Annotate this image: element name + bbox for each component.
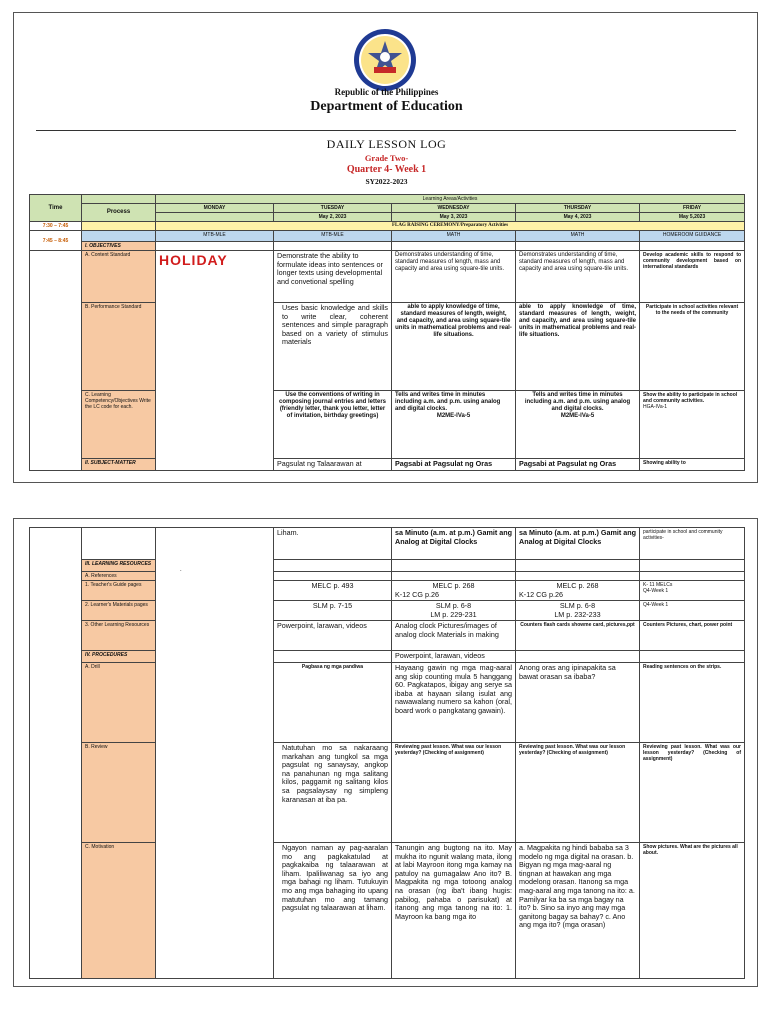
subject-wednesday: MATH	[392, 231, 516, 242]
learning-resources-mark: .	[180, 567, 182, 573]
motivation-fri: Show pictures. What are the pictures all about.	[640, 842, 745, 978]
learners-materials-thu-1: SLM p. 6-8	[559, 601, 596, 611]
teachers-guide-thu-2: K-12 CG p.26	[519, 589, 563, 599]
subject-matter-tue: Pagsulat ng Talaarawan at	[274, 459, 392, 471]
page-1	[13, 12, 758, 483]
teachers-guide-fri	[640, 581, 745, 601]
competency-thu	[516, 391, 640, 459]
content-standard-label: A. Content Standard	[82, 251, 156, 303]
procedures-wed: Powerpoint, larawan, videos	[392, 651, 516, 663]
republic-line: Republic of the Philippines	[334, 87, 439, 97]
drill-tue: Pagbasa ng mga pandiwa	[274, 662, 392, 742]
time-slot-1: 7:30 – 7:45	[30, 222, 82, 231]
learners-materials-label: 2. Learner's Materials pages	[82, 601, 156, 621]
motivation-wed: Tanungin ang bugtong na ito. May mukha ito ngunit walang mata, ilong at labi Mayroon itong mga kamay na patuloy na gumagalaw Ano ito? B. Magpakita ng mga totoong analog na orasan (ng iba't ibang hugis: pabilog, pahaba o parisukat) at itanong ang mga tanong na ito: 1. Mayroon ka bang mga ito	[392, 842, 516, 978]
objectives-label: I. OBJECTIVES	[82, 242, 156, 251]
content-standard-fri: Develop academic skills to respond to community development based on international standards	[640, 251, 745, 303]
learners-materials-wed-2: LM p. 229-231	[430, 609, 477, 619]
competency-wed-text: Tells and writes time in minutes including a.m. and p.m. using analog and digital clocks.	[395, 392, 501, 412]
monday-holiday-cell	[156, 251, 274, 471]
school-year: SY2022-2023	[365, 177, 408, 186]
other-resources-label: 3. Other Learning Resources	[82, 621, 156, 651]
review-tue: Natutuhan mo sa nakaraang markahan ang tungkol sa mga pagsulat ng sanaysay, angkop na panahunan ng mga salitang kilos, paggamit ng salitang kilos sa pagsalaysay ng simpleng karanasan at iba pa.	[274, 742, 392, 842]
learning-resources-label: III. LEARNING RESOURCES	[82, 560, 156, 572]
subject-friday: HOMEROOM GUIDANCE	[640, 231, 745, 242]
performance-standard-thu: able to apply knowledge of time, standard measures of length, weight, and capacity, and area using square-tile units in mathematical problems and real-life situations.	[516, 303, 640, 391]
lesson-log-table-2	[29, 527, 745, 979]
subject-matter-fri: Showing ability to	[640, 459, 745, 471]
other-resources-fri: Counters Pictures, chart, power point	[640, 621, 745, 651]
header-divider	[36, 130, 736, 131]
competency-fri	[640, 391, 745, 459]
learning-areas-header: Learning Areas/Activities	[156, 195, 745, 204]
performance-standard-tue: Uses basic knowledge and skills to write clear, coherent sentences and simple paragraph based on a variety of stimulus materials	[274, 303, 392, 391]
subject-cont-tue: Liham.	[274, 528, 392, 560]
drill-wed: Hayaang gawin ng mga mag-aaral ang skip counting mula 5 hanggang 60. Pagkatapos, ibigay ang serye sa ibaba at hayaan silang isulat ang nawawalang numero sa kahon (oral, board work o pangkatang gawain).	[392, 662, 516, 742]
competency-tue: Use the conventions of writing in composing journal entries and letters (friendly letter, thank you letter, letter of invitation, birthday greetings)	[274, 391, 392, 459]
day-monday: MONDAY	[156, 204, 274, 213]
competency-label: C. Learning Competency/Objectives Write the LC code for each.	[82, 391, 156, 459]
date-wednesday: May 3, 2023	[392, 213, 516, 222]
time-header: Time	[30, 195, 82, 222]
other-resources-tue: Powerpoint, larawan, videos	[274, 621, 392, 651]
other-resources-thu: Counters flash cards showme card, pictures,ppt	[516, 621, 640, 651]
subject-matter-label: II. SUBJECT-MATTER	[82, 459, 156, 471]
drill-thu: Anong oras ang ipinapakita sa bawat orasan sa ibaba?	[516, 662, 640, 742]
motivation-tue: Ngayon naman ay pag-aaralan mo ang pagkakatulad at pagkakaiba ng talaarawan at liham. Ipaliliwanag sa iyo ang mga bahagi ng liham. Tutukuyin mo ang mga bahaging ito upang matutuhan mo ang tamang pagsulat ng talaarawan at liham.	[274, 842, 392, 978]
motivation-label: C. Motivation	[82, 842, 156, 978]
holiday-label: HOLIDAY	[159, 252, 228, 268]
review-label: B. Review	[82, 742, 156, 842]
teachers-guide-fri-1: K- 11 MELCs	[643, 582, 673, 588]
day-thursday: THURSDAY	[516, 204, 640, 213]
teachers-guide-wed-2: K-12 CG p.26	[395, 589, 439, 599]
learners-materials-wed-1: SLM p. 6-8	[435, 601, 472, 611]
learners-materials-wed	[392, 601, 516, 621]
other-resources-wed: Analog clock Pictures/images of analog clock Materials in making	[392, 621, 516, 651]
teachers-guide-thu	[516, 581, 640, 601]
grade-label: Grade Two-	[364, 153, 409, 163]
references-label: A. References	[82, 572, 156, 581]
day-wednesday: WEDNESDAY	[392, 204, 516, 213]
review-wed: Reviewing past lesson. What was our lesson yesterday? (Checking of assignment)	[392, 742, 516, 842]
drill-fri: Reading sentences on the strips.	[640, 662, 745, 742]
date-monday	[156, 213, 274, 222]
date-friday: May 5,2023	[640, 213, 745, 222]
subject-cont-fri: participate in school and community activities-	[640, 528, 745, 560]
subject-tuesday: MTB-MLE	[274, 231, 392, 242]
subject-cont-thu: sa Minuto (a.m. at p.m.) Gamit ang Analog at Digital Clocks	[516, 528, 640, 560]
competency-wed	[392, 391, 516, 459]
teachers-guide-wed	[392, 581, 516, 601]
teachers-guide-fri-2: Q4-Week 1	[643, 588, 669, 594]
learners-materials-tue: SLM p. 7-15	[274, 601, 392, 621]
competency-thu-text: Tells and writes time in minutes including a.m. and p.m. using analog and digital clocks.	[524, 392, 631, 412]
performance-standard-wed: able to apply knowledge of time, standard measures of length, weight, and capacity, and area using square-tile units in mathematical problems and real-life situations.	[392, 303, 516, 391]
motivation-thu: a. Magpakita ng hindi bababa sa 3 modelo ng mga digital na orasan. b. Bigyan ng mga mag-aaral ng tingnan at hawakan ang mga modelong orasan. Itanong sa mga mag-aaral ang mga tanong na ito: a. Pamilyar ka ba sa mga bagay na ito? b. Sino sa inyo ang may mga ganitong bagay sa bahay? c. Ano ang mga ito? (mga orasan)	[516, 842, 640, 978]
teachers-guide-thu-1: MELC p. 268	[556, 581, 599, 590]
review-thu: Reviewing past lesson. What was our lesson yesterday? (Checking of assignment)	[516, 742, 640, 842]
deped-seal-icon	[352, 27, 418, 93]
review-fri: Reviewing past lesson. What was our lesson yesterday? (Checking of assignment)	[640, 742, 745, 842]
lesson-log-table-1	[29, 194, 745, 471]
subject-cont-wed: sa Minuto (a.m. at p.m.) Gamit ang Analog at Digital Clocks	[392, 528, 516, 560]
learners-materials-thu-2: LM p. 232-233	[554, 609, 601, 619]
day-friday: FRIDAY	[640, 204, 745, 213]
log-title: DAILY LESSON LOG	[326, 137, 447, 151]
content-standard-thu: Demonstrates understanding of time, standard measures of length, mass and capacity and area using square-tile units.	[516, 251, 640, 303]
subject-monday: MTB-MLE	[156, 231, 274, 242]
competency-thu-code: M2ME-IVa-5	[560, 413, 595, 419]
competency-fri-text: Show the ability to participate in school and community activities.	[643, 392, 738, 404]
process-header: Process	[82, 204, 156, 222]
teachers-guide-tue: MELC p. 493	[274, 581, 392, 601]
page-2	[13, 518, 758, 987]
learners-materials-thu	[516, 601, 640, 621]
competency-fri-code: HGA-IVa-1	[643, 404, 668, 410]
content-standard-wed: Demonstrates understanding of time, standard measures of length, mass and capacity and area using square-tile units.	[392, 251, 516, 303]
performance-standard-label: B. Performance Standard	[82, 303, 156, 391]
subject-matter-wed: Pagsabi at Pagsulat ng Oras	[392, 459, 516, 471]
performance-standard-fri: Participate in school activities relevant to the needs of the community	[640, 303, 745, 391]
subject-thursday: MATH	[516, 231, 640, 242]
day-tuesday: TUESDAY	[274, 204, 392, 213]
teachers-guide-wed-1: MELC p. 268	[432, 581, 475, 590]
procedures-label: IV. PROCEDURES	[82, 651, 156, 663]
quarter-label: Quarter 4- Week 1	[346, 164, 427, 175]
date-thursday: May 4, 2023	[516, 213, 640, 222]
date-tuesday: May 2, 2023	[274, 213, 392, 222]
drill-label: A. Drill	[82, 662, 156, 742]
flag-ceremony: FLAG RAISING CEREMONY/Preparatory Activities	[156, 222, 745, 231]
time-slot-2: 7:45 – 8:45	[30, 231, 82, 251]
subject-matter-thu: Pagsabi at Pagsulat ng Oras	[516, 459, 640, 471]
learners-materials-fri: Q4-Week 1	[640, 601, 745, 621]
department-title: Department of Education	[310, 99, 463, 114]
content-standard-tue: Demonstrate the ability to formulate ideas into sentences or longer texts using developmental and convetional spelling	[274, 251, 392, 303]
competency-wed-code: M2ME-IVa-5	[436, 413, 471, 419]
teachers-guide-label: 1. Teacher's Guide pages	[82, 581, 156, 601]
